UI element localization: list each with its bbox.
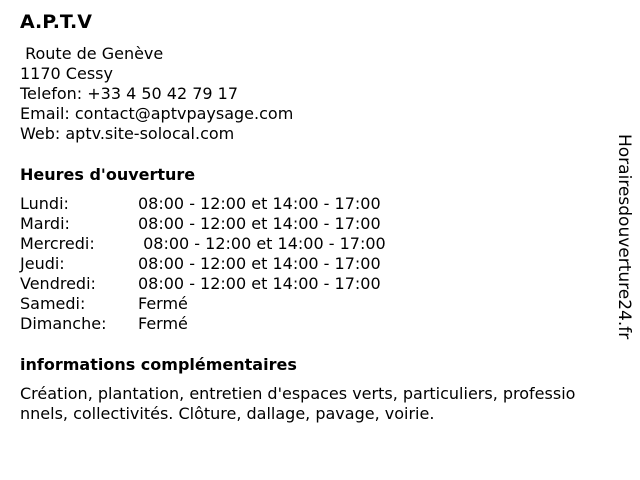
hours-day: Vendredi:: [20, 274, 96, 293]
additional-info-title: informations complémentaires: [20, 355, 297, 374]
hours-row-friday: [20, 274, 580, 294]
hours-row-tuesday: [20, 214, 580, 234]
contact-block: [20, 44, 580, 144]
hours-row-sunday: [20, 314, 580, 334]
site-watermark-text: Horairesdouverture24.fr: [614, 134, 634, 340]
phone-line[interactable]: Telefon: +33 4 50 42 79 17: [20, 84, 239, 103]
hours-time: 08:00 - 12:00 et 14:00 - 17:00: [138, 194, 381, 213]
email-line[interactable]: Email: contact@aptvpaysage.com: [20, 104, 294, 123]
hours-time: 08:00 - 12:00 et 14:00 - 17:00: [138, 274, 381, 293]
hours-row-monday: [20, 194, 580, 214]
hours-time: 08:00 - 12:00 et 14:00 - 17:00: [138, 254, 381, 273]
hours-row-saturday: [20, 294, 580, 314]
business-card: [20, 8, 580, 424]
web-line[interactable]: Web: aptv.site-solocal.com: [20, 124, 235, 143]
hours-day: Samedi:: [20, 294, 86, 313]
hours-time: Fermé: [138, 314, 188, 333]
site-watermark: [612, 134, 636, 374]
opening-hours-table: [20, 194, 580, 334]
address-city: 1170 Cessy: [20, 64, 113, 83]
hours-row-wednesday: [20, 234, 580, 254]
opening-hours-title: Heures d'ouverture: [20, 165, 196, 184]
additional-info-text: Création, plantation, entretien d'espaces verts, particuliers, professionnels, collectivités. Clôture, dallage, pavage, voirie.: [20, 384, 576, 423]
hours-day: Mardi:: [20, 214, 70, 233]
business-name: A.P.T.V: [20, 11, 92, 33]
hours-time: 08:00 - 12:00 et 14:00 - 17:00: [138, 234, 386, 253]
hours-time: Fermé: [138, 294, 188, 313]
hours-day: Jeudi:: [20, 254, 65, 273]
hours-day: Lundi:: [20, 194, 69, 213]
hours-day: Dimanche:: [20, 314, 107, 333]
hours-row-thursday: [20, 254, 580, 274]
hours-day: Mercredi:: [20, 234, 95, 253]
address-street: Route de Genève: [20, 44, 164, 63]
hours-time: 08:00 - 12:00 et 14:00 - 17:00: [138, 214, 381, 233]
